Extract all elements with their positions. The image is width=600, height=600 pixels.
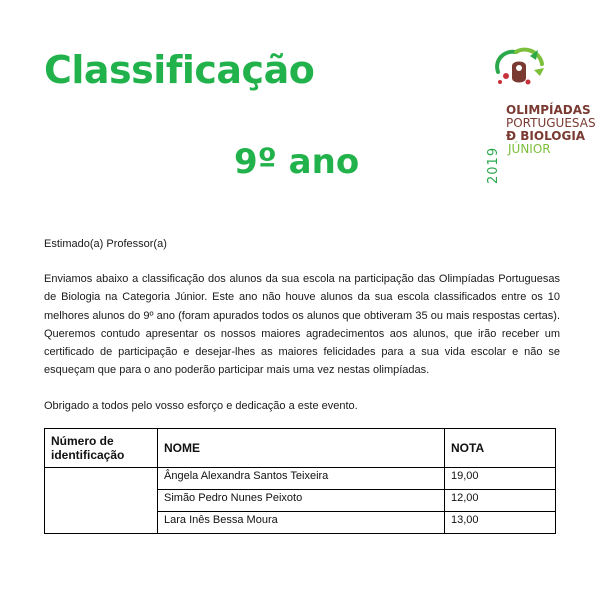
cell-name: Lara Inês Bessa Moura <box>158 512 445 534</box>
grade-level-heading: 9º ano <box>234 142 360 182</box>
cell-id <box>45 468 158 534</box>
logo-year: 2019 <box>486 146 501 184</box>
column-header-name: NOME <box>158 429 445 468</box>
column-header-id: Número de identificação <box>45 429 158 468</box>
letter-body: Enviamos abaixo a classificação dos alunos da sua escola na participação das Olimpíadas Portuguesas de Biologia na Categoria Júnior. Este ano não houve alunos da sua escola classificados entre os 10 melhores alunos do 9º ano (foram apurados todos os alunos que obtiveram 35 ou mais respostas certas). Queremos contudo apresentar os nossos maiores agradecimentos aos alunos, que irão receber um certificado de participação e desejar-lhes as maiores felicidades para a sua vida escolar e não se esqueçam que para o ano poderão participar mais uma vez nestas olimpíadas. <box>44 273 560 377</box>
table-row <box>45 468 556 490</box>
logo-line-prefix: Ð <box>506 129 517 143</box>
letter-greeting: Estimado(a) Professor(a) <box>44 238 167 250</box>
cell-name: Simão Pedro Nunes Peixoto <box>158 490 445 512</box>
logo-line-portuguesas: PORTUGUESAS <box>506 116 596 130</box>
logo-wordmark <box>506 104 596 156</box>
logo-line-olimpiadas: OLIMPÍADAS <box>506 103 591 117</box>
cell-name: Ângela Alexandra Santos Teixeira <box>158 468 445 490</box>
cell-grade: 19,00 <box>445 468 556 490</box>
cell-grade: 13,00 <box>445 512 556 534</box>
logo-emblem-icon <box>490 42 550 92</box>
table-header-row <box>45 429 556 468</box>
column-header-grade: NOTA <box>445 429 556 468</box>
logo-line-junior: JÚNIOR <box>508 142 551 156</box>
letter-thanks: Obrigado a todos pelo vosso esforço e dedicação a este evento. <box>44 400 358 412</box>
page-title: Classificação <box>44 48 315 92</box>
olympiad-logo <box>484 38 596 184</box>
logo-line-biologia-text: BIOLOGIA <box>520 129 586 143</box>
results-table <box>44 428 556 534</box>
cell-grade: 12,00 <box>445 490 556 512</box>
